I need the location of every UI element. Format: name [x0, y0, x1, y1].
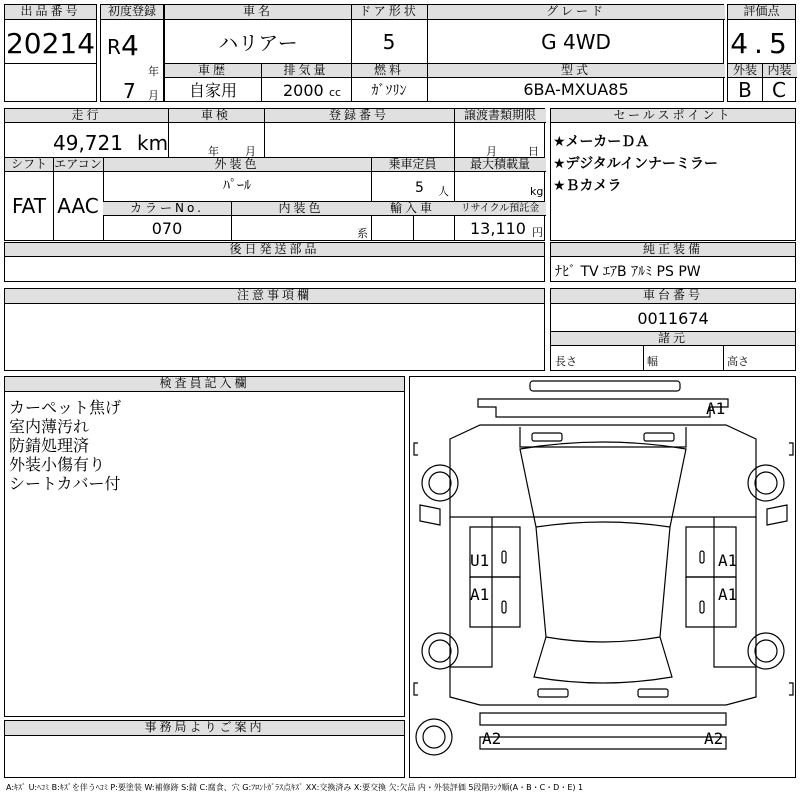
recycle-unit: 円 — [532, 226, 543, 239]
reg-no-label: 登録番号 — [264, 109, 454, 123]
lot-number-box — [4, 4, 97, 102]
mark-rear-left: A2 — [482, 729, 502, 748]
later-parts-label: 後日発送部品 — [5, 243, 544, 257]
chassis-label: 車台番号 — [551, 289, 795, 304]
ext-color: ﾊﾟｰﾙ — [223, 178, 251, 194]
later-parts-box — [4, 242, 545, 282]
history: 自家用 — [188, 81, 237, 100]
mileage: 49,721 — [53, 131, 123, 155]
mileage-unit: km — [137, 131, 169, 155]
chassis-box — [550, 288, 796, 371]
lot-number: 20214 — [5, 26, 96, 60]
genuine-equipment-box — [550, 242, 796, 282]
month-unit: 月 — [148, 89, 159, 102]
notes-box — [4, 288, 545, 371]
displacement-unit: cc — [329, 86, 342, 99]
mark-rear-right: A2 — [704, 729, 724, 748]
mileage-label: 走行 — [5, 109, 168, 123]
ext-color-label: 外装色 — [103, 158, 371, 172]
sales-point-1: ★メーカーＤＡ — [553, 134, 650, 150]
inspector-label: 検査員記入欄 — [5, 377, 404, 392]
era: R — [107, 35, 121, 59]
int-color-label: 内装色 — [231, 202, 371, 216]
door-label: ドア形状 — [351, 5, 427, 20]
interior-grade: C — [772, 77, 786, 102]
displacement-label: 排気量 — [261, 64, 351, 78]
mark-right-front-door: A1 — [718, 551, 738, 570]
reg-year: 4 — [121, 29, 139, 62]
model-code-label: 型式 — [427, 64, 725, 78]
shift-label: シフト — [5, 158, 53, 172]
chassis-number: 0011674 — [637, 308, 709, 328]
recycle-label: リサイクル預託金 — [454, 202, 546, 216]
fuel-label: 燃料 — [351, 64, 427, 78]
score-box — [727, 4, 796, 102]
int-color-unit: 系 — [357, 227, 368, 240]
transfer-label: 譲渡書類期限 — [454, 109, 546, 123]
car-outline — [410, 377, 797, 779]
interior-label: 内装 — [762, 64, 797, 78]
height-label: 高さ — [727, 355, 749, 368]
inspector-line-5: シートカバー付 — [9, 474, 121, 493]
mark-front-right: A1 — [706, 399, 726, 418]
car-name-label: 車名 — [165, 5, 351, 20]
inspector-line-4: 外装小傷有り — [9, 455, 106, 474]
inspection-month-unit: 月 — [245, 145, 256, 158]
import-label: 輸入車 — [371, 202, 454, 216]
load-unit: kg — [530, 185, 544, 198]
sales-points-box — [550, 108, 796, 241]
load-label: 最大積載量 — [454, 158, 546, 172]
legend: A:ｷｽﾞ U:ﾍｺﾐ B:ｷｽﾞを伴うﾍｺﾐ P:要塗装 W:補修跡 S:錆 C:腐食、穴 G:ﾌﾛﾝﾄｶﾞﾗｽ点ｷｽﾞ XX:交換済み X:要交換 欠:欠品 内・外装評価 5段階ﾗﾝｸ順(A・B・C・D・E) 1 — [6, 783, 584, 792]
inspector-box — [4, 376, 405, 717]
car-info-box — [164, 4, 724, 102]
mark-right-rear-door: A1 — [718, 585, 738, 604]
sales-point-2: ★デジタルインナーミラー — [553, 156, 719, 172]
lot-number-label: 出品番号 — [5, 5, 96, 20]
sales-point-3: ★Ｂカメラ — [553, 178, 622, 194]
score: 4.5 — [730, 26, 793, 60]
car-name: ハリアー — [218, 31, 298, 55]
length-label: 長さ — [555, 355, 577, 368]
fuel: ｶﾞｿﾘﾝ — [371, 82, 407, 99]
history-label: 車歴 — [165, 64, 261, 78]
year-unit: 年 — [148, 65, 159, 78]
ac-label: エアコン — [54, 158, 102, 171]
notes-label: 注意事項欄 — [5, 289, 544, 304]
exterior-grade: B — [738, 77, 752, 102]
damage-diagram — [409, 376, 796, 778]
vehicle-detail-grid — [4, 108, 545, 241]
capacity-label: 乗車定員 — [371, 158, 454, 172]
inspector-line-2: 室内薄汚れ — [9, 417, 90, 436]
reg-month: 7 — [123, 79, 136, 103]
capacity-unit: 人 — [438, 185, 449, 198]
color-no-label: カラーNo. — [103, 202, 231, 216]
dims-label: 諸元 — [551, 332, 795, 346]
doors: 5 — [382, 29, 396, 54]
sales-points-label: セールスポイント — [551, 109, 795, 123]
score-label: 評価点 — [728, 5, 795, 20]
genuine-equipment: ﾅﾋﾞ TV ｴｱB ｱﾙﾐ PS PW — [555, 264, 701, 280]
inspection-label: 車検 — [168, 109, 264, 123]
width-label: 幅 — [647, 355, 658, 368]
grade-label: グレード — [427, 5, 725, 20]
recycle: 13,110 — [470, 219, 526, 238]
office-box — [4, 720, 405, 778]
mark-left-rear-door: A1 — [470, 585, 490, 604]
grade: G 4WD — [541, 29, 611, 54]
office-label: 事務局よりご案内 — [5, 721, 404, 736]
first-reg-label: 初度登録 — [101, 5, 163, 20]
displacement: 2000 — [283, 81, 324, 100]
shift: FAT — [11, 194, 46, 218]
first-registration-box — [100, 4, 164, 102]
ac: AAC — [57, 194, 99, 218]
model-code: 6BA-MXUA85 — [523, 80, 629, 99]
exterior-label: 外装 — [728, 64, 762, 78]
transfer-day-unit: 日 — [528, 145, 539, 158]
color-no: 070 — [151, 219, 183, 238]
inspector-line-1: カーペット焦げ — [9, 398, 122, 417]
inspection-year-unit: 年 — [208, 145, 219, 158]
capacity: 5 — [415, 180, 424, 196]
inspector-line-3: 防錆処理済 — [9, 436, 90, 455]
transfer-month-unit: 月 — [486, 145, 497, 158]
genuine-label: 純正装備 — [551, 243, 795, 257]
mark-left-front-door: U1 — [470, 551, 490, 570]
